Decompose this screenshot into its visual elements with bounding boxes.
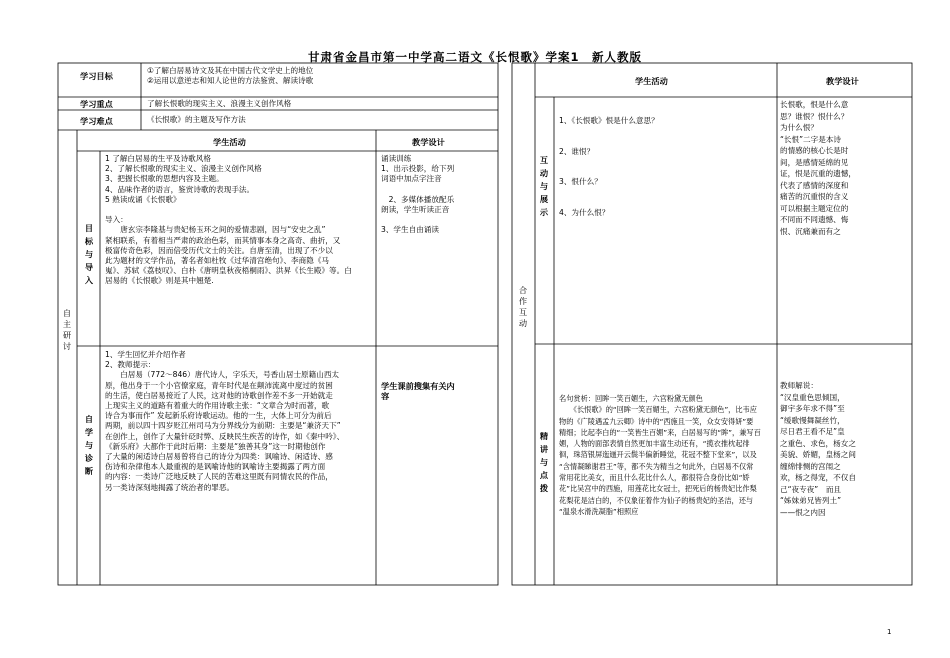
self-study-label: 自 主 研 讨 (62, 308, 72, 351)
goals-text: ①了解白居易诗文及其在中国古代文学史上的地位 ②运用以意逆志和知人论世的方法鉴赏、解读诗歌 (147, 66, 314, 86)
left-header-activity: 学生活动 (213, 137, 246, 147)
lecture-design: 教师解说： “汉皇重色思倾国， 御宇多年求不得”至 “缓歌慢舞凝丝竹， 尽日君王看不足”皇 之重色、求色，杨女之 美貌、娇媚，皇杨之间 缠绵悱恻的宫闱之 欢，杨之得宠，不仅自 己“夜专夜” 而且 “姊妹弟兄皆列土” ——恨之内因 (780, 381, 856, 517)
interact-design: 长恨歌，恨是什么意 思？谁恨？恨什么？ 为什么恨？ “长恨”二字是本诗 的情感的核心长是时 间，是感情延绵的见 证，恨是沉重的遗憾， 代表了感情的深度和 痛苦的沉重恨的含义 可以根据主题定位的 不同而不同遗憾、悔 恨、沉痛兼而有之 (780, 100, 856, 236)
difficulty-text: 《长恨歌》的主题及写作方法 (147, 115, 246, 124)
lecture-content: 名句赏析：回眸一笑百媚生，六宫粉黛无颜色 《长恨歌》的“回眸一笑百媚生，六宫粉黛无颜色”，比韦应 物的《广陵遇孟九云卿》诗中的“西施且一笑，众女安得妍”要 精细；比起李白的“一笑皆生百媚”来，白居易写的“眸”，兼写百 媚，人物的面部表情自然更加丰富生动还有，“揽衣推枕起徘 徊，珠箔银屏迤逦开云鬓半偏新睡觉，花冠不整下堂来”，以及 “含情凝睇谢君王”等，都不失为精当之句此外，白居易不仅常 常用花比美女，而且什么花比什么人，都很符合身份比如“娇 花”比吴宫中的西施，用莲花比女冠士，把死后的杨贵妃比作梨 花梨花是洁白的，不仅象征着作为仙子的杨贵妃的圣洁，还与 “温泉水滑洗凝脂”相照应 (559, 394, 761, 516)
interact-content: 1、《长恨歌》恨是什么意思？ 2、谁恨？ 3、恨什么？ 4、为什么恨？ (559, 116, 659, 217)
left-header-design: 教学设计 (412, 137, 445, 147)
focus-text: 了解长恨歌的现实主义、浪漫主义创作风格 (147, 99, 292, 108)
page-number: 1 (887, 628, 892, 636)
lecture-label: 精 讲 与 点 拨 (539, 431, 549, 493)
document-title: 甘肃省金昌市第一中学高二语文《长恨歌》学案1 新人教版 (308, 50, 642, 64)
right-header-activity: 学生活动 (635, 76, 668, 86)
intro-design: 诵读训练 1、出示投影，给下列 词语中加点字注音 2、多媒体播放配乐 朗读，学生听读正音 3、学生自由诵读 (381, 154, 455, 235)
goals-label: 学习目标 (80, 71, 113, 81)
interact-label: 互 动 与 展 示 (539, 155, 549, 217)
intro-content: 1 了解白居易的生平及诗歌风格 2、了解长恨歌的现实主义、浪漫主义创作风格 3、把握长恨歌的思想内容及主题。 4、品味作者的语言，鉴赏诗歌的表现手法。 5 熟读成诵《长恨歌》 导入： 唐玄宗李隆基与贵妃杨玉环之间的爱情悲剧，因与“安史之乱” 紧相联系，有着相当严肃的政治色彩，而其情事本身之高奇、曲折，又 极富传奇色彩，因而倍受历代文士的关注。自唐至清，出现了不少以 此为题材的文学作品，著名者如杜牧《过华清宫绝句》、李商隐《马 嵬》、苏轼《荔枝叹》、白朴《唐明皇秋夜梧桐雨》、洪昇《长生殿》等。白 居易的《长恨歌》则是其中翘楚. (105, 154, 352, 286)
intro-label: 目 标 与 导 入 (84, 223, 94, 285)
cooperation-label: 合 作 互 动 (518, 285, 528, 328)
difficulty-label: 学习难点 (80, 116, 113, 126)
diagnosis-design: 学生课前搜集有关内 容 (381, 381, 455, 402)
right-header-design: 教学设计 (826, 76, 859, 86)
focus-label: 学习重点 (80, 99, 113, 109)
diagnosis-content: 1、学生回忆并介绍作者 2、教师提示： 白居易（772～846）唐代诗人，字乐天，号香山居士原籍山西太 原，他出身于一个小官僚家庭，青年时代是在颠沛流离中度过的贫困 的生活，使白居易接近了人民，这对他的诗歌创作差不多一开始就走 上现实主义的道路有着重大的作用诗歌主张：“文章合为时而著，歌 诗合为事而作” 发起新乐府诗歌运动。他的一生，大体上可分为前后 两期，前以四十四岁贬江州司马为分界线分为前期：主要是“兼济天下” 在创作上，创作了大量针砭时弊、反映民生疾苦的诗作，如《秦中吟》、 《新乐府》大都作于此时后期：主要是“独善其身”这一时期他创作 了大量的闲适诗白居易曾将自己的诗分为四类：讽喻诗、闲适诗、感 伤诗和杂律他本人最重视的是讽喻诗他的讽喻诗主要揭露了两方面 的内容：一类诗广泛地反映了人民的苦难这里既有同情农民的作品， 另一类诗深刻地揭露了统治者的罪恶。 (105, 350, 345, 492)
diagnosis-label: 自 学 与 诊 断 (84, 414, 94, 476)
